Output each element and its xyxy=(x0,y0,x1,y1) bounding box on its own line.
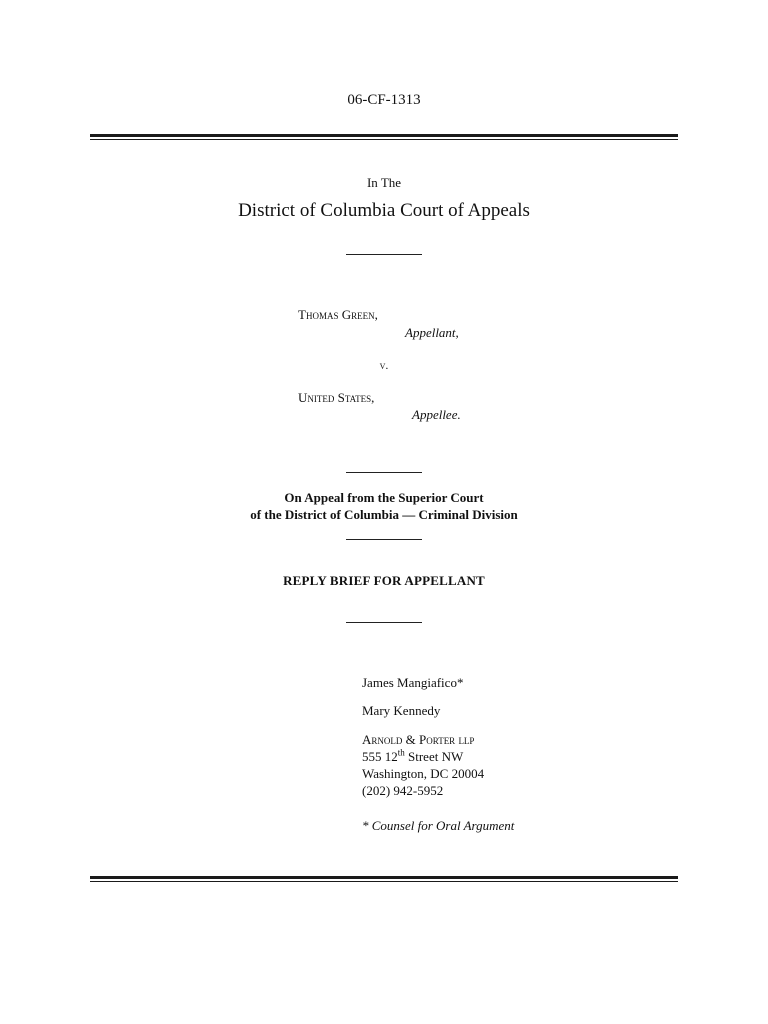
separator-line xyxy=(346,472,422,473)
brief-title: REPLY BRIEF FOR APPELLANT xyxy=(283,573,485,588)
oral-argument-note: * Counsel for Oral Argument xyxy=(362,818,515,833)
appellee-name: United States, xyxy=(298,390,375,405)
firm-street-address xyxy=(362,749,463,765)
separator-line xyxy=(346,254,422,255)
bottom-double-rule xyxy=(90,876,678,882)
law-firm-name: Arnold & Porter llp xyxy=(362,732,475,747)
appeal-origin-line-1: On Appeal from the Superior Court xyxy=(284,490,484,505)
counsel-attorney-1: James Mangiafico* xyxy=(362,675,464,690)
case-number: 06-CF-1313 xyxy=(347,92,421,108)
street-name: Street NW xyxy=(404,749,464,764)
versus-label: v. xyxy=(379,358,389,372)
firm-city-address: Washington, DC 20004 xyxy=(362,766,485,781)
appellant-role: Appellant, xyxy=(405,325,459,340)
court-name: District of Columbia Court of Appeals xyxy=(238,200,530,221)
firm-phone: (202) 942-5952 xyxy=(362,783,444,798)
appellant-name: Thomas Green, xyxy=(298,307,378,322)
counsel-attorney-2: Mary Kennedy xyxy=(362,703,441,718)
separator-line xyxy=(346,539,422,540)
top-double-rule xyxy=(90,134,678,140)
street-number: 555 12 xyxy=(362,749,398,764)
street-ordinal-suffix: th xyxy=(397,747,405,758)
appeal-origin-line-2: of the District of Columbia — Criminal Division xyxy=(250,507,518,522)
in-the-label: In The xyxy=(366,175,402,190)
separator-line xyxy=(346,622,422,623)
appellee-role: Appellee. xyxy=(412,407,461,422)
